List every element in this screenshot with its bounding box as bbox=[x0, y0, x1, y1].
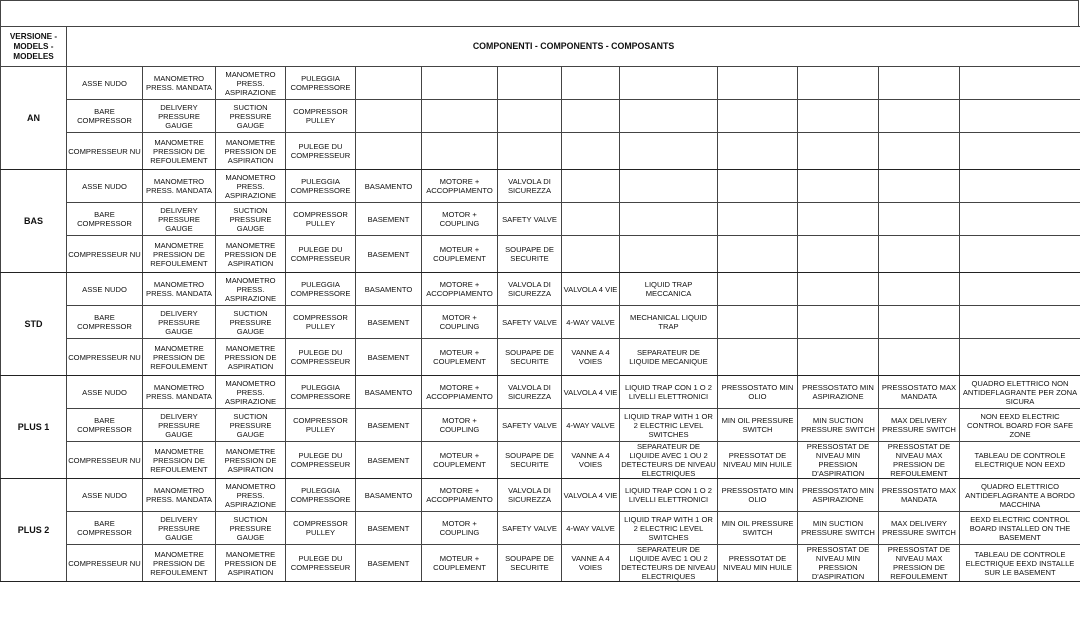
component-cell bbox=[356, 100, 422, 133]
component-cell: ASSE NUDO bbox=[67, 479, 143, 512]
component-cell bbox=[879, 273, 960, 306]
component-cell bbox=[562, 203, 620, 236]
component-cell bbox=[798, 236, 879, 273]
component-cell bbox=[960, 306, 1080, 339]
component-cell bbox=[718, 339, 798, 376]
component-cell: PRESSOSTATO MIN ASPIRAZIONE bbox=[798, 376, 879, 409]
component-cell: LIQUID TRAP CON 1 O 2 LIVELLI ELETTRONICI bbox=[620, 479, 718, 512]
component-cell: PRESSOTAT DE NIVEAU MIN HUILE bbox=[718, 442, 798, 479]
component-cell bbox=[620, 133, 718, 170]
component-cell: MANOMETRO PRESS. ASPIRAZIONE bbox=[216, 479, 286, 512]
component-cell: PULEGE DU COMPRESSEUR bbox=[286, 236, 356, 273]
component-cell: PRESSOSTATO MIN OLIO bbox=[718, 376, 798, 409]
component-cell bbox=[356, 133, 422, 170]
component-cell: SOUPAPE DE SECURITE bbox=[498, 545, 562, 582]
component-cell: PRESSOTAT DE NIVEAU MIN HUILE bbox=[718, 545, 798, 582]
component-cell: MAX DELIVERY PRESSURE SWITCH bbox=[879, 409, 960, 442]
component-cell: ASSE NUDO bbox=[67, 67, 143, 100]
component-cell: MANOMETRE PRESSION DE ASPIRATION bbox=[216, 133, 286, 170]
component-cell bbox=[798, 273, 879, 306]
component-cell: SEPARATEUR DE LIQUIDE AVEC 1 OU 2 DETECTEURS DE NIVEAU ELECTRIQUES bbox=[621, 545, 716, 581]
table-row bbox=[1, 339, 1080, 376]
component-cell: MAX DELIVERY PRESSURE SWITCH bbox=[879, 512, 960, 545]
component-cell bbox=[879, 67, 960, 100]
component-cell: VANNE A 4 VOIES bbox=[562, 339, 620, 376]
component-cell: BASAMENTO bbox=[356, 273, 422, 306]
component-cell: EEXD ELECTRIC CONTROL BOARD INSTALLED ON THE BASEMENT bbox=[960, 512, 1080, 545]
component-cell bbox=[879, 236, 960, 273]
component-cell: BASAMENTO bbox=[356, 170, 422, 203]
table-row bbox=[1, 67, 1080, 100]
component-cell bbox=[562, 100, 620, 133]
component-cell: BASEMENT bbox=[356, 409, 422, 442]
component-cell: MANOMETRE PRESSION DE ASPIRATION bbox=[216, 442, 286, 479]
component-cell bbox=[620, 203, 718, 236]
table-row bbox=[1, 376, 1080, 409]
component-cell: BASAMENTO bbox=[356, 376, 422, 409]
component-cell bbox=[798, 203, 879, 236]
component-cell bbox=[960, 236, 1080, 273]
component-cell: COMPRESSOR PULLEY bbox=[286, 512, 356, 545]
component-cell: MECHANICAL LIQUID TRAP bbox=[620, 306, 718, 339]
component-cell: MANOMETRO PRESS. ASPIRAZIONE bbox=[216, 67, 286, 100]
component-cell bbox=[718, 273, 798, 306]
component-cell bbox=[879, 170, 960, 203]
component-cell: SOUPAPE DE SECURITE bbox=[498, 339, 562, 376]
component-cell bbox=[798, 133, 879, 170]
component-cell bbox=[960, 170, 1080, 203]
component-cell: QUADRO ELETTRICO NON ANTIDEFLAGRANTE PER ZONA SICURA bbox=[960, 376, 1080, 409]
table-row bbox=[1, 306, 1080, 339]
component-cell: PULEGE DU COMPRESSEUR bbox=[286, 133, 356, 170]
component-cell: MANOMETRO PRESS. MANDATA bbox=[143, 67, 216, 100]
component-cell: MANOMETRO PRESS. MANDATA bbox=[143, 273, 216, 306]
title-bar bbox=[0, 0, 1079, 26]
component-cell bbox=[798, 67, 879, 100]
component-cell: MOTORE + ACCOPPIAMENTO bbox=[422, 273, 498, 306]
component-cell bbox=[960, 100, 1080, 133]
component-cell bbox=[620, 170, 718, 203]
version-label: STD bbox=[1, 273, 67, 376]
component-cell: VALVOLA 4 VIE bbox=[562, 273, 620, 306]
component-cell: PULEGE DU COMPRESSEUR bbox=[286, 442, 356, 479]
component-cell bbox=[879, 133, 960, 170]
component-cell: SEPARATEUR DE LIQUIDE AVEC 1 OU 2 DETECTEURS DE NIVEAU ELECTRIQUES bbox=[621, 442, 716, 478]
table-row bbox=[1, 236, 1080, 273]
component-cell: MANOMETRO PRESS. MANDATA bbox=[143, 376, 216, 409]
component-cell: SEPARATEUR DE LIQUIDE MECANIQUE bbox=[620, 339, 718, 376]
component-cell: MIN OIL PRESSURE SWITCH bbox=[718, 512, 798, 545]
component-cell bbox=[422, 133, 498, 170]
component-cell: VANNE A 4 VOIES bbox=[562, 442, 620, 479]
component-cell: LIQUID TRAP MECCANICA bbox=[620, 273, 718, 306]
component-cell: DELIVERY PRESSURE GAUGE bbox=[143, 100, 216, 133]
component-cell bbox=[960, 339, 1080, 376]
component-cell: BARE COMPRESSOR bbox=[67, 306, 143, 339]
component-cell: MANOMETRE PRESSION DE REFOULEMENT bbox=[143, 545, 216, 582]
component-cell bbox=[960, 203, 1080, 236]
versions-header: VERSIONE - MODELS - MODELES bbox=[1, 27, 67, 67]
component-cell bbox=[498, 67, 562, 100]
component-cell: COMPRESSOR PULLEY bbox=[286, 203, 356, 236]
component-cell: DELIVERY PRESSURE GAUGE bbox=[143, 409, 216, 442]
component-cell bbox=[718, 100, 798, 133]
version-label: BAS bbox=[1, 170, 67, 273]
component-cell: SUCTION PRESSURE GAUGE bbox=[216, 306, 286, 339]
table-row bbox=[1, 133, 1080, 170]
component-cell: BARE COMPRESSOR bbox=[67, 203, 143, 236]
component-cell bbox=[620, 236, 718, 273]
component-cell: BASEMENT bbox=[356, 339, 422, 376]
component-cell: MOTEUR + COUPLEMENT bbox=[422, 236, 498, 273]
component-cell: TABLEAU DE CONTROLE ELECTRIQUE NON EEXD bbox=[960, 442, 1080, 479]
component-cell bbox=[718, 133, 798, 170]
component-cell bbox=[798, 306, 879, 339]
table-row bbox=[1, 442, 1080, 479]
component-cell: MANOMETRE PRESSION DE REFOULEMENT bbox=[143, 133, 216, 170]
component-cell: BASEMENT bbox=[356, 203, 422, 236]
component-cell: NON EEXD ELECTRIC CONTROL BOARD FOR SAFE ZONE bbox=[960, 409, 1080, 442]
component-cell bbox=[562, 67, 620, 100]
component-cell: DELIVERY PRESSURE GAUGE bbox=[143, 512, 216, 545]
component-cell: BASAMENTO bbox=[356, 479, 422, 512]
version-label: PLUS 2 bbox=[1, 479, 67, 582]
component-cell: SAFETY VALVE bbox=[498, 306, 562, 339]
component-cell: COMPRESSOR PULLEY bbox=[286, 100, 356, 133]
component-cell: COMPRESSOR PULLEY bbox=[286, 306, 356, 339]
component-cell bbox=[879, 339, 960, 376]
component-cell bbox=[620, 67, 718, 100]
component-cell: MOTORE + ACCOPPIAMENTO bbox=[422, 376, 498, 409]
component-cell: MANOMETRO PRESS. ASPIRAZIONE bbox=[216, 376, 286, 409]
table-row bbox=[1, 545, 1080, 582]
component-cell: MIN SUCTION PRESSURE SWITCH bbox=[798, 512, 879, 545]
component-cell: VALVOLA DI SICUREZZA bbox=[498, 479, 562, 512]
component-cell bbox=[798, 339, 879, 376]
component-cell bbox=[562, 170, 620, 203]
component-cell: MOTEUR + COUPLEMENT bbox=[422, 442, 498, 479]
component-cell: MOTEUR + COUPLEMENT bbox=[422, 545, 498, 582]
component-cell bbox=[562, 133, 620, 170]
table-body bbox=[1, 67, 1080, 582]
component-cell: COMPRESSEUR NU bbox=[67, 442, 143, 479]
component-cell bbox=[718, 203, 798, 236]
component-cell bbox=[718, 170, 798, 203]
component-cell: ASSE NUDO bbox=[67, 273, 143, 306]
component-cell bbox=[960, 273, 1080, 306]
component-cell: VALVOLA DI SICUREZZA bbox=[498, 170, 562, 203]
component-cell: MIN OIL PRESSURE SWITCH bbox=[718, 409, 798, 442]
component-cell: VALVOLA DI SICUREZZA bbox=[498, 273, 562, 306]
component-cell: PULEGGIA COMPRESSORE bbox=[286, 273, 356, 306]
component-cell bbox=[960, 133, 1080, 170]
component-cell: COMPRESSEUR NU bbox=[67, 133, 143, 170]
component-cell: COMPRESSEUR NU bbox=[67, 339, 143, 376]
component-cell: MOTOR + COUPLING bbox=[422, 512, 498, 545]
component-cell: PULEGGIA COMPRESSORE bbox=[286, 67, 356, 100]
component-cell: 4-WAY VALVE bbox=[562, 409, 620, 442]
component-cell: PULEGGIA COMPRESSORE bbox=[286, 376, 356, 409]
component-cell: MANOMETRO PRESS. MANDATA bbox=[143, 479, 216, 512]
table-row bbox=[1, 512, 1080, 545]
component-cell: LIQUID TRAP CON 1 O 2 LIVELLI ELETTRONICI bbox=[620, 376, 718, 409]
component-cell bbox=[879, 100, 960, 133]
component-cell: MANOMETRE PRESSION DE ASPIRATION bbox=[216, 236, 286, 273]
component-cell: MOTOR + COUPLING bbox=[422, 203, 498, 236]
component-cell bbox=[798, 100, 879, 133]
component-cell: DELIVERY PRESSURE GAUGE bbox=[143, 203, 216, 236]
component-cell bbox=[620, 100, 718, 133]
component-cell: LIQUID TRAP WITH 1 OR 2 ELECTRIC LEVEL SWITCHES bbox=[620, 512, 718, 545]
table-row bbox=[1, 479, 1080, 512]
component-cell: PRESSOSTATO MAX MANDATA bbox=[879, 376, 960, 409]
component-cell: BASEMENT bbox=[356, 442, 422, 479]
component-cell: SUCTION PRESSURE GAUGE bbox=[216, 203, 286, 236]
component-cell bbox=[879, 203, 960, 236]
component-cell: PRESSOSTAT DE NIVEAU MIN PRESSION D'ASPIRATION bbox=[798, 545, 879, 582]
component-cell: MANOMETRE PRESSION DE ASPIRATION bbox=[216, 545, 286, 582]
component-cell: BARE COMPRESSOR bbox=[67, 512, 143, 545]
component-cell bbox=[798, 170, 879, 203]
table-row bbox=[1, 203, 1080, 236]
table-row bbox=[1, 409, 1080, 442]
component-cell: QUADRO ELETTRICO ANTIDEFLAGRANTE A BORDO MACCHINA bbox=[960, 479, 1080, 512]
table-row bbox=[1, 100, 1080, 133]
component-cell: MOTEUR + COUPLEMENT bbox=[422, 339, 498, 376]
component-cell: PRESSOSTATO MAX MANDATA bbox=[879, 479, 960, 512]
component-cell bbox=[718, 236, 798, 273]
component-cell: COMPRESSEUR NU bbox=[67, 545, 143, 582]
component-cell: SAFETY VALVE bbox=[498, 203, 562, 236]
component-cell: 4-WAY VALVE bbox=[562, 512, 620, 545]
component-cell: PULEGE DU COMPRESSEUR bbox=[286, 339, 356, 376]
component-cell: BARE COMPRESSOR bbox=[67, 409, 143, 442]
component-cell: SAFETY VALVE bbox=[498, 409, 562, 442]
component-cell: MOTORE + ACCOPPIAMENTO bbox=[422, 170, 498, 203]
component-cell: ASSE NUDO bbox=[67, 170, 143, 203]
component-cell: MOTORE + ACCOPPIAMENTO bbox=[422, 479, 498, 512]
component-cell: SUCTION PRESSURE GAUGE bbox=[216, 100, 286, 133]
component-cell: PRESSOSTAT DE NIVEAU MIN PRESSION D'ASPIRATION bbox=[798, 442, 879, 479]
component-cell bbox=[718, 67, 798, 100]
component-cell: BASEMENT bbox=[356, 236, 422, 273]
component-cell: BASEMENT bbox=[356, 545, 422, 582]
component-cell bbox=[498, 100, 562, 133]
component-cell: SOUPAPE DE SECURITE bbox=[498, 442, 562, 479]
component-cell: MANOMETRO PRESS. MANDATA bbox=[143, 170, 216, 203]
component-cell: VALVOLA DI SICUREZZA bbox=[498, 376, 562, 409]
table-row bbox=[1, 170, 1080, 203]
component-cell: MIN SUCTION PRESSURE SWITCH bbox=[798, 409, 879, 442]
component-cell: VANNE A 4 VOIES bbox=[562, 545, 620, 582]
component-cell: PULEGGIA COMPRESSORE bbox=[286, 479, 356, 512]
component-cell: PRESSOSTAT DE NIVEAU MAX PRESSION DE REFOULEMENT bbox=[879, 442, 960, 479]
components-header: COMPONENTI - COMPONENTS - COMPOSANTS bbox=[67, 27, 1080, 67]
component-cell: MANOMETRE PRESSION DE REFOULEMENT bbox=[143, 339, 216, 376]
component-cell: 4-WAY VALVE bbox=[562, 306, 620, 339]
version-label: PLUS 1 bbox=[1, 376, 67, 479]
component-cell: PRESSOSTATO MIN OLIO bbox=[718, 479, 798, 512]
component-cell: VALVOLA 4 VIE bbox=[562, 479, 620, 512]
component-cell bbox=[422, 100, 498, 133]
component-cell: MANOMETRE PRESSION DE ASPIRATION bbox=[216, 339, 286, 376]
version-label: AN bbox=[1, 67, 67, 170]
component-cell: COMPRESSEUR NU bbox=[67, 236, 143, 273]
component-cell: MANOMETRE PRESSION DE REFOULEMENT bbox=[143, 236, 216, 273]
component-cell bbox=[562, 236, 620, 273]
component-cell: MOTOR + COUPLING bbox=[422, 306, 498, 339]
component-cell: ASSE NUDO bbox=[67, 376, 143, 409]
component-cell bbox=[879, 306, 960, 339]
component-cell: PULEGE DU COMPRESSEUR bbox=[286, 545, 356, 582]
table-row bbox=[1, 273, 1080, 306]
component-cell: PRESSOSTAT DE NIVEAU MAX PRESSION DE REFOULEMENT bbox=[879, 545, 960, 582]
component-cell: BASEMENT bbox=[356, 306, 422, 339]
component-cell: TABLEAU DE CONTROLE ELECTRIQUE EEXD INSTALLE SUR LE BASEMENT bbox=[960, 545, 1080, 582]
component-cell bbox=[356, 67, 422, 100]
component-cell: COMPRESSOR PULLEY bbox=[286, 409, 356, 442]
component-cell: MANOMETRO PRESS. ASPIRAZIONE bbox=[216, 273, 286, 306]
component-cell bbox=[422, 67, 498, 100]
component-cell: BARE COMPRESSOR bbox=[67, 100, 143, 133]
component-cell: SUCTION PRESSURE GAUGE bbox=[216, 512, 286, 545]
component-cell: VALVOLA 4 VIE bbox=[562, 376, 620, 409]
component-cell bbox=[718, 306, 798, 339]
component-cell: PULEGGIA COMPRESSORE bbox=[286, 170, 356, 203]
components-table bbox=[0, 26, 1080, 582]
component-cell: PRESSOSTATO MIN ASPIRAZIONE bbox=[798, 479, 879, 512]
component-cell: SAFETY VALVE bbox=[498, 512, 562, 545]
component-cell: SOUPAPE DE SECURITE bbox=[498, 236, 562, 273]
component-cell bbox=[960, 67, 1080, 100]
component-cell: DELIVERY PRESSURE GAUGE bbox=[143, 306, 216, 339]
component-cell bbox=[498, 133, 562, 170]
component-cell: MANOMETRO PRESS. ASPIRAZIONE bbox=[216, 170, 286, 203]
component-cell: MANOMETRE PRESSION DE REFOULEMENT bbox=[143, 442, 216, 479]
component-cell: BASEMENT bbox=[356, 512, 422, 545]
component-cell: LIQUID TRAP WITH 1 OR 2 ELECTRIC LEVEL SWITCHES bbox=[620, 409, 718, 442]
component-cell: SUCTION PRESSURE GAUGE bbox=[216, 409, 286, 442]
component-cell: MOTOR + COUPLING bbox=[422, 409, 498, 442]
